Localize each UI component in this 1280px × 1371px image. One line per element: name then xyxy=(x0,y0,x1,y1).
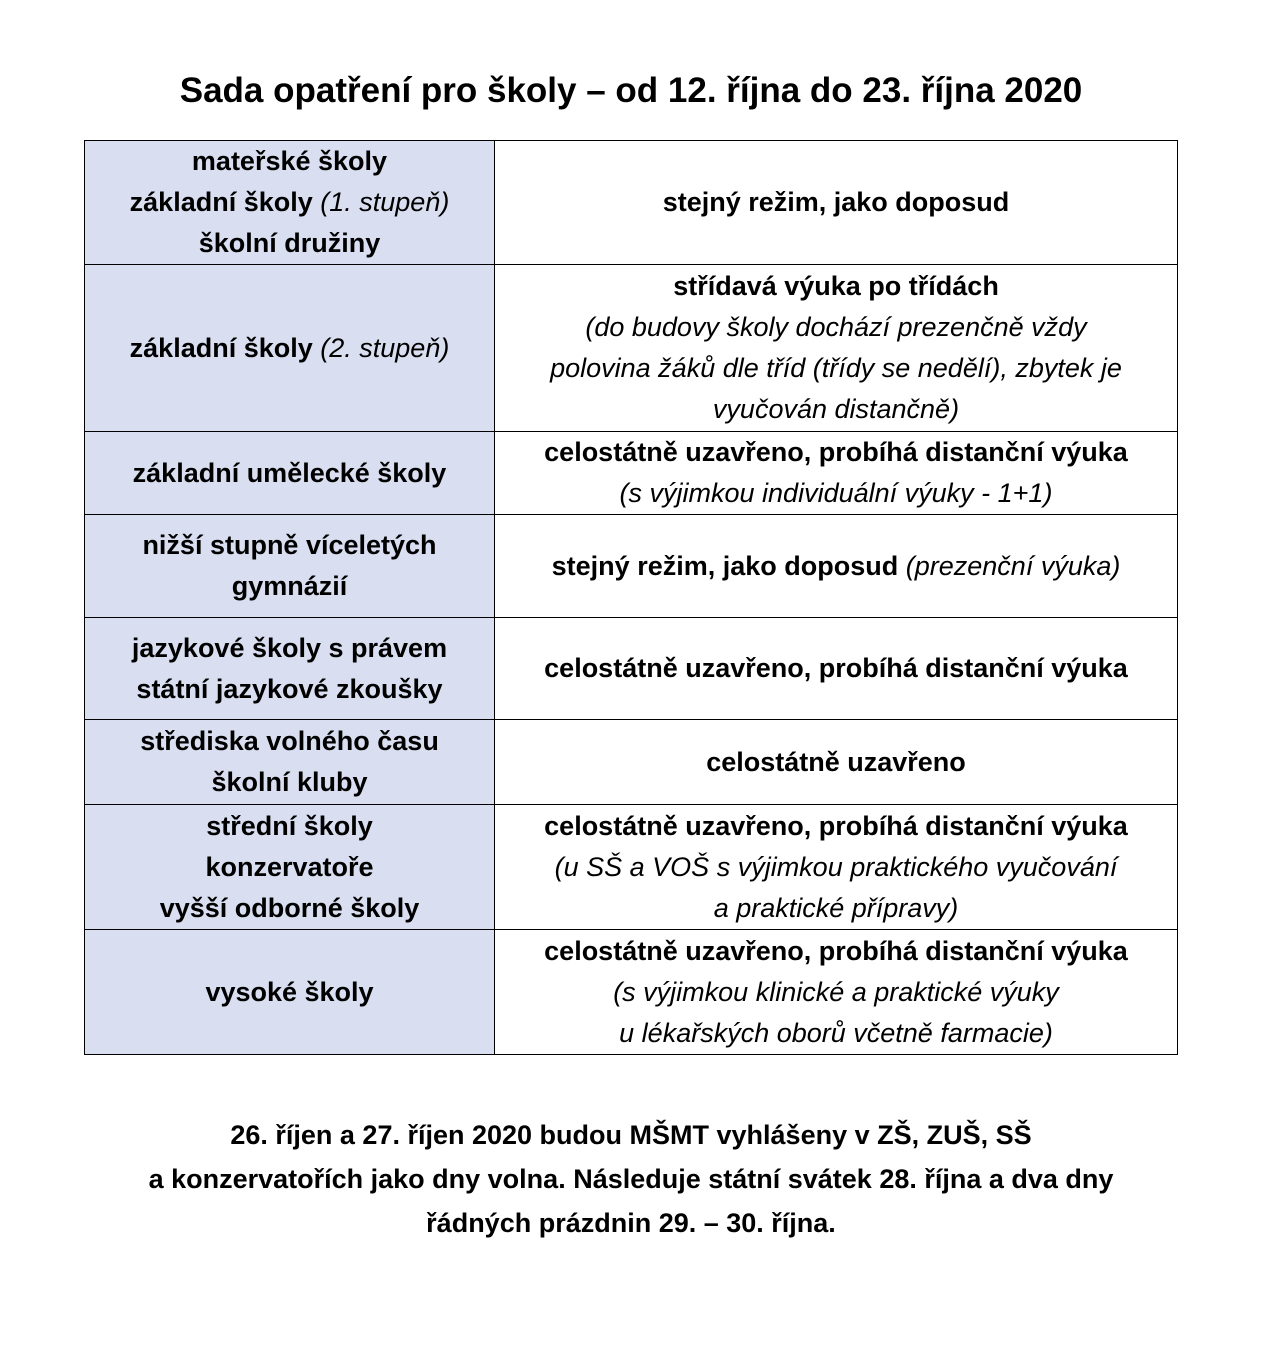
cell-text-italic: vyučován distančně) xyxy=(712,394,960,424)
measure-cell xyxy=(495,805,1178,930)
school-type-cell xyxy=(85,930,495,1055)
cell-text-italic: polovina žáků dle tříd (třídy se nedělí), zbytek je xyxy=(550,353,1122,383)
cell-line xyxy=(93,888,486,929)
cell-text-bold: celostátně uzavřeno xyxy=(706,746,966,777)
footnote-line: a konzervatořích jako dny volna. Následuje státní svátek 28. října a dva dny xyxy=(148,1164,1114,1194)
school-type-cell xyxy=(85,618,495,720)
cell-line xyxy=(93,525,486,566)
school-type-cell xyxy=(85,805,495,930)
measure-cell xyxy=(495,515,1178,618)
cell-text-bold: gymnázií xyxy=(231,571,348,601)
footnote-line: 26. říjen a 27. říjen 2020 budou MŠMT vyhlášeny v ZŠ, ZUŠ, SŠ xyxy=(230,1120,1032,1150)
cell-line xyxy=(93,806,486,847)
cell-text-bold: základní umělecké školy xyxy=(132,457,447,488)
cell-line xyxy=(503,348,1169,389)
cell-text-bold: školní družiny xyxy=(198,228,381,258)
cell-line xyxy=(503,389,1169,430)
cell-line xyxy=(503,931,1169,972)
cell-text-bold: stejný režim, jako doposud xyxy=(662,187,1010,217)
cell-text-italic: (1. stupeň) xyxy=(320,187,450,217)
cell-line xyxy=(503,266,1169,307)
cell-text-italic: (u SŠ a VOŠ s výjimkou praktického vyučování xyxy=(554,851,1118,882)
cell-line xyxy=(93,182,486,223)
cell-text-bold: mateřské školy xyxy=(191,146,388,176)
cell-text-bold: školní kluby xyxy=(211,767,368,797)
measure-cell xyxy=(495,720,1178,805)
cell-line xyxy=(93,453,486,494)
cell-line xyxy=(93,721,486,762)
school-type-cell xyxy=(85,515,495,618)
cell-text-italic: (prezenční výuka) xyxy=(905,550,1121,581)
cell-text-italic: (2. stupeň) xyxy=(320,332,450,363)
cell-text-bold: střední školy xyxy=(206,810,373,841)
cell-text-bold: základní školy xyxy=(129,187,313,217)
measures-table xyxy=(84,140,1178,1055)
cell-line xyxy=(503,432,1169,473)
cell-line xyxy=(503,473,1169,514)
table-row xyxy=(85,265,1178,432)
cell-text-bold: konzervatoře xyxy=(205,851,374,882)
cell-line xyxy=(503,847,1169,888)
school-type-cell xyxy=(85,432,495,515)
cell-text-italic: a praktické přípravy) xyxy=(713,892,959,923)
cell-line xyxy=(93,669,486,710)
school-type-cell xyxy=(85,720,495,805)
cell-text-italic: (do budovy školy dochází prezenčně vždy xyxy=(585,312,1087,342)
cell-text-bold: vysoké školy xyxy=(205,976,374,1007)
footnote-line: řádných prázdnin 29. – 30. října. xyxy=(426,1208,836,1238)
cell-line xyxy=(503,307,1169,348)
cell-text-bold: celostátně uzavřeno, probíhá distanční výuka xyxy=(544,935,1128,966)
school-type-cell xyxy=(85,265,495,432)
measure-cell xyxy=(495,432,1178,515)
cell-line xyxy=(503,742,1169,783)
cell-line xyxy=(93,223,486,264)
school-type-cell xyxy=(85,141,495,265)
cell-line xyxy=(93,762,486,803)
measure-cell xyxy=(495,265,1178,432)
cell-line xyxy=(503,888,1169,929)
cell-line xyxy=(93,328,486,369)
table-row xyxy=(85,432,1178,515)
cell-line xyxy=(503,546,1169,587)
measure-cell xyxy=(495,141,1178,265)
cell-line xyxy=(93,566,486,607)
cell-line xyxy=(93,972,486,1013)
cell-text-italic: (s výjimkou individuální výuky - 1+1) xyxy=(619,478,1053,508)
cell-text-bold: nižší stupně víceletých xyxy=(142,530,437,560)
cell-line xyxy=(503,972,1169,1013)
measure-cell xyxy=(495,930,1178,1055)
table-row xyxy=(85,515,1178,618)
cell-line xyxy=(93,847,486,888)
cell-text-italic: u lékařských oborů včetně farmacie) xyxy=(619,1017,1053,1048)
cell-line xyxy=(93,628,486,669)
table-row xyxy=(85,720,1178,805)
cell-text-bold: celostátně uzavřeno, probíhá distanční výuka xyxy=(544,437,1128,467)
cell-line xyxy=(503,648,1169,689)
footnote xyxy=(0,1113,1262,1245)
cell-text-bold: střídavá výuka po třídách xyxy=(673,271,999,301)
page-title: Sada opatření pro školy – od 12. října do 23. října 2020 xyxy=(179,71,1083,110)
cell-text-italic: (s výjimkou klinické a praktické výuky xyxy=(613,976,1059,1007)
cell-text-bold: stejný režim, jako doposud xyxy=(551,550,899,581)
cell-text-bold: jazykové školy s právem xyxy=(131,632,448,663)
table-row xyxy=(85,141,1178,265)
table-row xyxy=(85,618,1178,720)
cell-text-bold: celostátně uzavřeno, probíhá distanční výuka xyxy=(544,653,1128,683)
cell-line xyxy=(503,806,1169,847)
cell-text-bold: státní jazykové zkoušky xyxy=(136,673,443,704)
table-row xyxy=(85,930,1178,1055)
cell-text-bold: základní školy xyxy=(129,332,313,363)
cell-line xyxy=(503,182,1169,223)
measure-cell xyxy=(495,618,1178,720)
measures-table-body xyxy=(85,141,1178,1055)
table-row xyxy=(85,805,1178,930)
cell-text-bold: celostátně uzavřeno, probíhá distanční výuka xyxy=(544,810,1128,841)
cell-text-bold: střediska volného času xyxy=(140,726,439,756)
cell-line xyxy=(93,141,486,182)
cell-line xyxy=(503,1013,1169,1054)
cell-text-bold: vyšší odborné školy xyxy=(159,892,420,923)
